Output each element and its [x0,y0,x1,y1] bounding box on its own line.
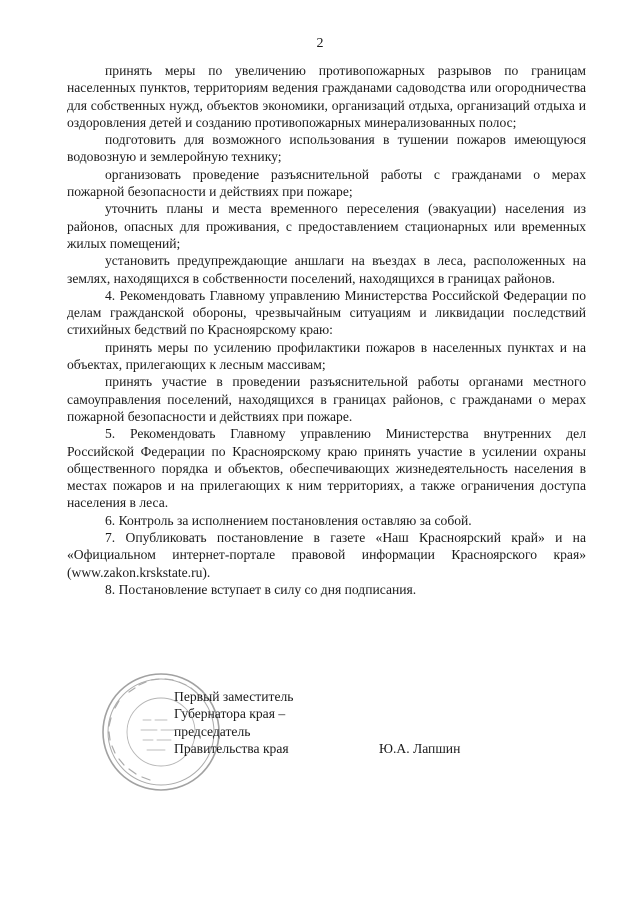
signer-position-line: председатель [174,723,251,739]
page-number: 2 [316,36,324,51]
paragraph: принять участие в проведении разъяснительной работы органами местного самоуправления поселений, находящихся в границах районов, с гражданами о мерах пожарной безопасности и действиях при пожаре. [67,374,586,424]
paragraph: принять меры по усилению профилактики пожаров в населенных пунктах и на объектах, прилегающих к лесным массивам; [67,339,586,373]
paragraph-item-5: 5. Рекомендовать Главному управлению Министерства внутренних дел Российской Федерации по Красноярскому краю принять участие в усилении охраны общественного порядка и объектов, обеспечивающих жизнедеятельность населения в местах пожаров и на прилегающих к ним территориях, а также ограничения доступа населения в леса. [67,426,586,511]
paragraph-item-7: 7. Опубликовать постановление в газете «Наш Красноярский край» и на «Официальном интернет-портале правовой информации Красноярского края» (www.zakon.krskstate.ru). [67,530,586,580]
paragraph: принять меры по увеличению противопожарных разрывов по границам населенных пунктов, территориям ведения гражданами садоводства или огородничества для собственных нужд, объектов экономики, организаций отдыха, организаций отдыха и оздоровления детей и созданию противопожарных минерализованных полос; [67,63,586,130]
paragraph-item-6: 6. Контроль за исполнением постановления оставляю за собой. [105,512,472,528]
signer-position-line: Губернатора края – [174,706,286,722]
signature-block [67,688,586,808]
paragraph: установить предупреждающие аншлаги на въездах в леса, расположенных на землях, находящихся в собственности поселений, находящихся в границах районов. [67,253,586,286]
signer-position [174,688,293,757]
signer-position-line: Правительства края [174,740,289,756]
paragraph-item-4: 4. Рекомендовать Главному управлению Министерства Российской Федерации по делам гражданской обороны, чрезвычайным ситуациям и ликвидации последствий стихийных бедствий по Красноярскому краю: [67,287,586,338]
signer-position-line: Первый заместитель [174,689,294,704]
document-body [67,62,586,598]
paragraph: подготовить для возможного использования в тушении пожаров имеющуюся водовозную и землеройную технику; [67,132,586,165]
signer-name: Ю.А. Лапшин [379,741,461,756]
paragraph: уточнить планы и места временного переселения (эвакуации) населения из районов, опасных для проживания, с предоставлением стационарных или временных жилых помещений; [67,201,586,251]
paragraph: организовать проведение разъяснительной работы с гражданами о мерах пожарной безопасности и действиях при пожаре; [67,166,586,200]
paragraph-item-8: 8. Постановление вступает в силу со дня подписания. [105,581,417,597]
